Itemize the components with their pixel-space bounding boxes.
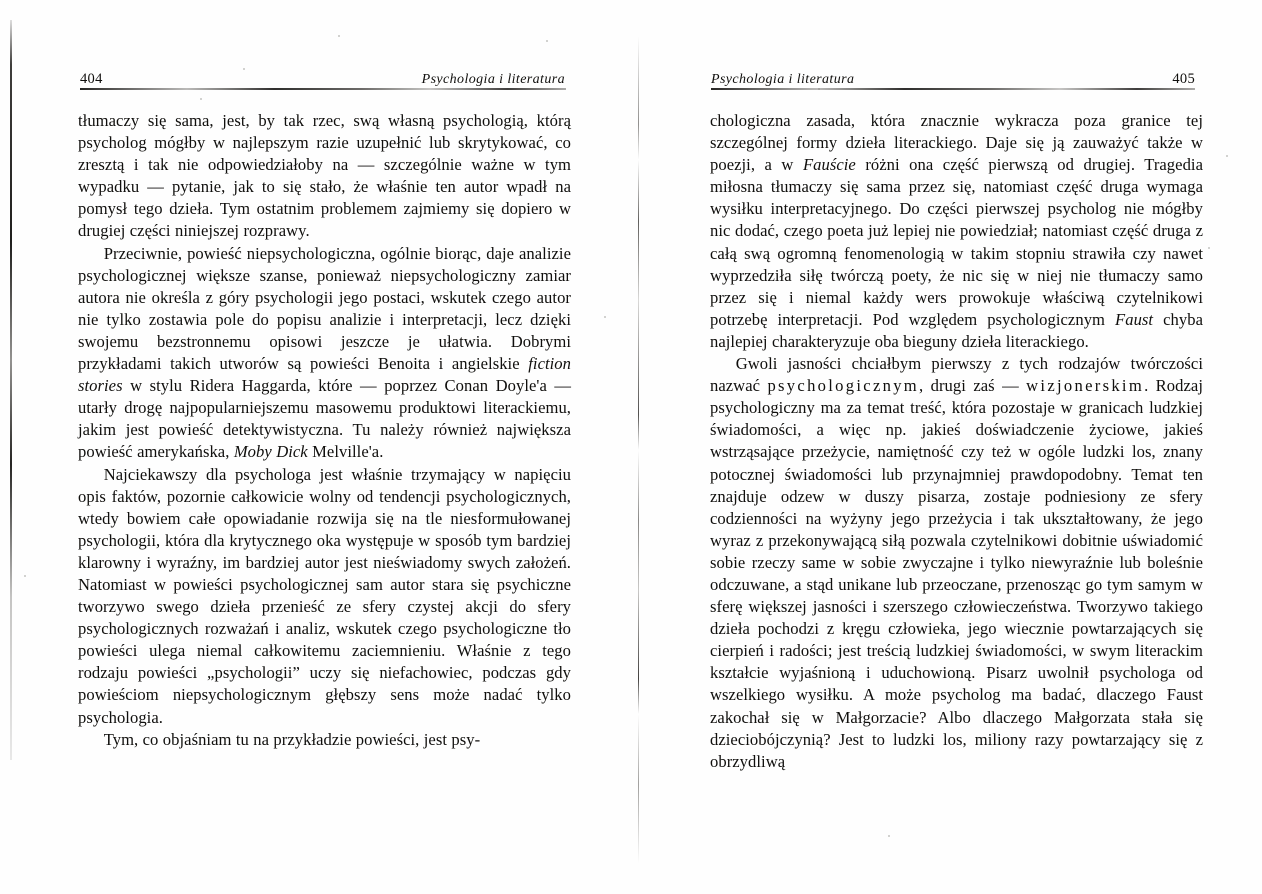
paragraph-text: Melville'a. — [307, 442, 384, 462]
scan-speck — [604, 316, 606, 318]
folio-number-right: 405 — [1172, 71, 1195, 87]
paragraph: tłumaczy się sama, jest, by tak rzec, swą własną psychologią, którą psycholog mógłby w najlepszym razie uzupełnić lub skrytykować, co zresztą i tak nie odpowiedziałoby na — szczególnie ważne w tym wypadku — pytanie, jak to się stało, że właśnie ten autor wpadł na pomysł tego dzieła. Tym ostatnim problemem zajmiemy się dopiero w drugiej części niniejszej rozprawy. — [78, 111, 571, 241]
paragraph-text: w stylu Ridera Haggarda, które — poprzez Conan Doyle'a — utarły drogę najpopularniejszemu masowemu produktowi literackiemu, jakim jest powieść detektywistyczna. Tu należy również największa powieść amerykańska, — [78, 376, 571, 462]
scan-speck — [888, 835, 890, 837]
header-rule-left — [80, 88, 566, 90]
scan-edge-artifact — [10, 20, 12, 760]
running-head-right — [711, 62, 1195, 88]
paragraph — [710, 110, 1203, 353]
work-title-moby-dick: Moby Dick — [233, 442, 308, 462]
paragraph-text: Gwoli jasności chciałbym pierwszy z tych rodzajów twórczości nazwać — [710, 354, 1203, 396]
paragraph: Najciekawszy dla psychologa jest właśnie trzymający w napięciu opis faktów, pozornie całkowicie wolny od tendencji psychologicznych, wtedy bowiem całe opowiadanie rozwija się na tle niesformułowanej psychologii, która dla krytycznego oka występuje w sposób tym bardziej klarowny i wyraźny, im bardziej autor jest nieświadomy swych założeń. Natomiast w powieści psychologicznej sam autor stara się psychiczne tworzywo swego dzieła przenieść ze sfery czystej akcji do sfery psychologicznych rozważań i analiz, wskutek czego psychologiczne tło powieści ulega niemal całkowitemu zaciemnieniu. Właśnie z tego rodzaju powieści „psychologii” uczy się niefachowiec, podczas gdy powieściom niepsychologicznym głębszy sens może nadać tylko psychologia. — [78, 464, 571, 727]
running-title-right: Psychologia i literatura — [711, 72, 855, 87]
paragraph-text: chologiczna zasada, która znacznie wykracza poza granice tej szczególnej formy dzieła literackiego. Daje się ją zauważyć także w poezji, a w — [710, 111, 1203, 175]
body-text-right — [710, 110, 1203, 773]
page-gutter-line — [638, 10, 639, 890]
work-title-faust: Faust — [1115, 309, 1154, 329]
paragraph-text: różni ona część pierwszą od drugiej. Tragedia miłosna tłumaczy się sama przez się, natomiast część druga wymaga wysiłku interpretacyjnego. Do części pierwszej psycholog nie mógłby nic dodać, czego poeta już lepiej nie powiedział; natomiast część druga z całą swą ogromną fenomenologią w takim stopniu strawiła czy nawet wyprzedziła siłę twórczą poety, że nic się w niej nie tłumaczy samo przez się i niemal każdy wers prowokuje właściwą czytelnikowi potrzebę interpretacji. Pod względem psychologicznym — [710, 155, 1203, 329]
work-title-fiction-stories: fiction stories — [78, 354, 571, 396]
paragraph — [710, 353, 1203, 773]
paragraph-text: , drugi zaś — — [919, 376, 1027, 396]
paragraph-text: chyba najlepiej charakteryzuje oba bieguny dzieła literackiego. — [710, 309, 1203, 351]
paragraph: Tym, co objaśniam tu na przykładzie powieści, jest psy- — [103, 729, 481, 749]
paragraph-text: . Rodzaj psychologiczny ma za temat treść, która pozostaje w granicach ludzkiej świadomości, a więc np. jakieś doświadczenie życiowe, jakieś wstrząsające przeżycie, namiętność czy też w ogóle ludzki los, znany potocznej świadomości lub przynajmniej prawdopodobny. Temat ten znajduje odzew w duszy pisarza, zostaje podniesiony ze sfery codzienności na wyżyny jego przeżycia i tak ukształtowany, że jego wyraz z przekonywającą siłą pozwala czytelnikowi dobitnie uświadomić sobie rzeczy same w sobie zwyczajne i tylko niewyraźnie lub boleśnie odczuwane, a stąd unikane lub przeoczane, przenosząc go tym samym w sferę większej jasności i szerszego człowieczeństwa. Tworzywo takiego dzieła pochodzi z kręgu człowieka, jego wiecznie powtarzających się cierpień i radości; jest treścią ludzkiej świadomości, w swym literackim kształcie wyjaśnioną i uduchowioną. Pisarz uwolnił psychologa od wszelkiego wysiłku. A może psycholog ma badać, dlaczego Faust zakochał się w Małgorzacie? Albo dlaczego Małgorzata stała się dzieciobójczynią? Jest to ludzki los, miliony razy powtarzający się z obrzydliwą — [710, 376, 1203, 771]
paragraph-text: Przeciwnie, powieść niepsychologiczna, ogólnie biorąc, daje analizie psychologicznej większe szanse, ponieważ niepsychologiczny zamiar autora nie określa z góry psychologii jego postaci, wskutek czego autor nie tylko zostawia pole do popisu analizie i interpretacji, lecz dzięki swojemu bezstronnemu opisowi jeszcze je ułatwia. Dobrymi przykładami takich utworów są powieści Benoita i angielskie — [78, 243, 571, 374]
paragraph — [78, 243, 571, 464]
emphasis-psychologicznym: psychologicznym — [767, 376, 920, 396]
work-title-fauscie: Fauście — [802, 155, 856, 175]
scan-speck — [200, 98, 202, 100]
scan-speck — [1226, 155, 1228, 157]
running-head-left — [80, 62, 566, 88]
header-rule-right — [711, 88, 1195, 90]
scan-speck — [338, 35, 340, 37]
folio-number-left: 404 — [80, 71, 103, 87]
scan-speck — [24, 575, 26, 577]
scan-speck — [1208, 247, 1210, 249]
emphasis-wizjonerskim: wizjonerskim — [1026, 376, 1145, 396]
running-title-left: Psychologia i literatura — [421, 72, 565, 87]
scan-speck — [546, 40, 548, 42]
body-text-left — [78, 110, 571, 751]
